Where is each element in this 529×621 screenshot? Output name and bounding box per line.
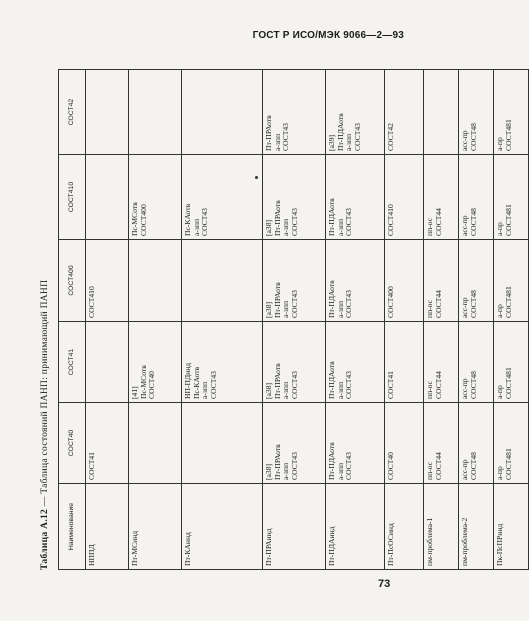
table-row — [263, 70, 326, 570]
table-row — [459, 70, 494, 570]
column-header: СОСТ400 — [59, 240, 86, 322]
table-cell — [129, 70, 182, 155]
cell-line: а-зпп — [335, 462, 345, 480]
cell-line: а-зпп — [335, 300, 345, 318]
table-cell — [424, 155, 459, 240]
cell-line: СОСТ41 — [87, 452, 96, 480]
cell-line: а-зпп — [281, 300, 291, 318]
state-table — [58, 69, 529, 570]
cell-line: СОСТ48 — [468, 123, 478, 151]
column-header: СОСТ410 — [59, 155, 86, 240]
cell-line: а-зпп — [272, 133, 282, 151]
table-header-row — [59, 70, 86, 570]
table-cell — [494, 155, 529, 240]
table-cell — [459, 155, 494, 240]
row-name: Пт-КАинд — [182, 484, 263, 570]
table-cell — [494, 240, 529, 322]
cell-line: СОСТ410 — [87, 286, 96, 318]
cell-line: СОСТ48 — [468, 290, 478, 318]
cell-line: а-пр — [495, 137, 504, 151]
table-cell — [385, 322, 424, 403]
cell-line: Пт-ПДАотв — [335, 113, 345, 151]
table-cell — [129, 155, 182, 240]
table-cell — [494, 70, 529, 155]
cell-line: а-зпп — [191, 218, 201, 236]
table-cell — [424, 70, 459, 155]
cell-line: Пс-МСотв — [138, 365, 148, 399]
cell-line: пп-ос — [425, 299, 434, 318]
table-cell — [424, 403, 459, 484]
cell-line: а-зпп — [335, 381, 345, 399]
row-name: Пт-МСинд — [129, 484, 182, 570]
table-caption — [40, 60, 54, 570]
cell-line: СОСТ43 — [289, 208, 299, 236]
cell-line: СОСТ44 — [433, 290, 443, 318]
cell-line: СОСТ41 — [386, 371, 395, 399]
cell-line: СОСТ481 — [503, 204, 513, 236]
cell-line: СОСТ43 — [352, 123, 362, 151]
cell-line: [а38] — [264, 382, 273, 399]
table-row — [326, 70, 385, 570]
cell-line: СОСТ410 — [386, 204, 395, 236]
table-row — [129, 70, 182, 570]
page-number: 73 — [378, 578, 391, 590]
caption-prefix: Таблица А.12 — [40, 508, 50, 570]
table-cell — [263, 240, 326, 322]
cell-line: [а38] — [264, 301, 273, 318]
table-cell — [326, 155, 385, 240]
document-header: ГОСТ Р ИСО/МЭК 9066—2—93 — [252, 30, 404, 41]
table-cell — [424, 240, 459, 322]
rotated-table-area — [32, 60, 513, 570]
print-speck — [255, 176, 258, 179]
cell-line: Пс-КАотв — [183, 203, 192, 236]
row-name: Пт-ПсОСинд — [385, 484, 424, 570]
table-cell — [459, 240, 494, 322]
table-cell — [385, 155, 424, 240]
table-cell — [459, 403, 494, 484]
table-body — [86, 70, 529, 570]
table-cell — [129, 322, 182, 403]
cell-line: НП-ПДинд — [183, 362, 192, 399]
cell-line: а-пр — [495, 304, 504, 318]
table-cell — [86, 240, 129, 322]
cell-line: СОСТ43 — [281, 123, 291, 151]
cell-line: асс-пр — [460, 297, 469, 318]
table-cell — [326, 322, 385, 403]
cell-line: Пт-ПДАотв — [327, 198, 336, 236]
column-header: СОСТ42 — [59, 70, 86, 155]
cell-line: СОСТ40 — [147, 371, 157, 399]
row-name: пм-проблема-1 — [424, 484, 459, 570]
cell-line: а-зпп — [335, 218, 345, 236]
row-name: Пт-ПРАинд — [263, 484, 326, 570]
cell-line: [а39] — [327, 134, 336, 151]
row-name: пм-проблема-2 — [459, 484, 494, 570]
table-cell — [326, 403, 385, 484]
cell-line: СОСТ43 — [289, 290, 299, 318]
cell-line: СОСТ44 — [433, 452, 443, 480]
table-cell — [263, 403, 326, 484]
cell-line: СОСТ481 — [503, 367, 513, 399]
cell-line: СОСТ43 — [344, 208, 354, 236]
cell-line: а-зпп — [200, 381, 210, 399]
cell-line: СОСТ43 — [344, 290, 354, 318]
cell-line: СОСТ43 — [200, 208, 210, 236]
table-cell — [385, 403, 424, 484]
cell-line: а-пр — [495, 466, 504, 480]
cell-line: а-пр — [495, 385, 504, 399]
cell-line: СОСТ42 — [386, 123, 395, 151]
column-header: СОСТ40 — [59, 403, 86, 484]
table-cell — [424, 322, 459, 403]
cell-line: СОСТ400 — [386, 286, 395, 318]
cell-line: Пс-МСотв — [130, 202, 139, 236]
table-cell — [129, 403, 182, 484]
cell-line: асс-пр — [460, 130, 469, 151]
table-row — [424, 70, 459, 570]
table-cell — [182, 70, 263, 155]
cell-line: СОСТ43 — [344, 371, 354, 399]
cell-line: СОСТ44 — [433, 371, 443, 399]
table-cell — [182, 155, 263, 240]
cell-line: а-зпп — [344, 133, 354, 151]
cell-line: СОСТ43 — [208, 371, 218, 399]
table-cell — [182, 322, 263, 403]
table-cell — [86, 403, 129, 484]
column-header: СОСТ41 — [59, 322, 86, 403]
cell-line: Пт-ПРАотв — [272, 282, 282, 318]
table-cell — [326, 240, 385, 322]
cell-line: СОСТ481 — [503, 448, 513, 480]
cell-line: СОСТ48 — [468, 371, 478, 399]
table-cell — [263, 155, 326, 240]
cell-line: Пт-ПРАотв — [264, 115, 273, 151]
cell-line: [41] — [130, 386, 139, 399]
table-cell — [263, 70, 326, 155]
cell-line: асс-пр — [460, 215, 469, 236]
cell-line: асс-пр — [460, 378, 469, 399]
table-cell — [326, 70, 385, 155]
cell-line: СОСТ48 — [468, 452, 478, 480]
cell-line: Пс-КАотв — [191, 366, 201, 399]
cell-line: пп-ос — [425, 461, 434, 480]
table-row — [385, 70, 424, 570]
cell-line: СОСТ43 — [344, 452, 354, 480]
cell-line: Пт-ПДАотв — [327, 280, 336, 318]
cell-line: пп-ос — [425, 217, 434, 236]
cell-line: [а38] — [264, 219, 273, 236]
cell-line: пп-ос — [425, 380, 434, 399]
table-row — [494, 70, 529, 570]
row-name: Пк-ПсПРинд — [494, 484, 529, 570]
table-cell — [86, 322, 129, 403]
cell-line: а-зпп — [281, 381, 291, 399]
table-rotation-frame — [32, 60, 513, 570]
cell-line: асс-пр — [460, 459, 469, 480]
table-row — [86, 70, 129, 570]
table-cell — [86, 70, 129, 155]
table-cell — [459, 322, 494, 403]
table-cell — [385, 70, 424, 155]
table-cell — [86, 155, 129, 240]
table-cell — [459, 70, 494, 155]
table-cell — [182, 403, 263, 484]
table-cell — [263, 322, 326, 403]
column-header: Наименование — [59, 484, 86, 570]
cell-line: СОСТ481 — [503, 119, 513, 151]
cell-line: СОСТ481 — [503, 286, 513, 318]
row-name: Пт-ПДАинд — [326, 484, 385, 570]
cell-line: СОСТ400 — [138, 204, 148, 236]
cell-line: Пт-ПРАотв — [272, 363, 282, 399]
cell-line: Пт-ПДАотв — [327, 442, 336, 480]
row-name: НППД — [86, 484, 129, 570]
cell-line: Пт-ПДАотв — [327, 361, 336, 399]
cell-line: [а38] — [264, 463, 273, 480]
cell-line: а-зпп — [281, 462, 291, 480]
caption-text: — Таблица состояний ПАНП: принимающий ПАНП — [40, 279, 50, 509]
cell-line: СОСТ43 — [289, 452, 299, 480]
cell-line: СОСТ43 — [289, 371, 299, 399]
cell-line: СОСТ44 — [433, 208, 443, 236]
table-cell — [494, 403, 529, 484]
table-cell — [182, 240, 263, 322]
cell-line: Пт-ПРАотв — [272, 200, 282, 236]
table-cell — [129, 240, 182, 322]
table-cell — [385, 240, 424, 322]
cell-line: а-пр — [495, 222, 504, 236]
table-cell — [494, 322, 529, 403]
cell-line: СОСТ48 — [468, 208, 478, 236]
cell-line: а-зпп — [281, 218, 291, 236]
table-row — [182, 70, 263, 570]
cell-line: Пт-ПРАотв — [272, 444, 282, 480]
cell-line: СОСТ40 — [386, 452, 395, 480]
